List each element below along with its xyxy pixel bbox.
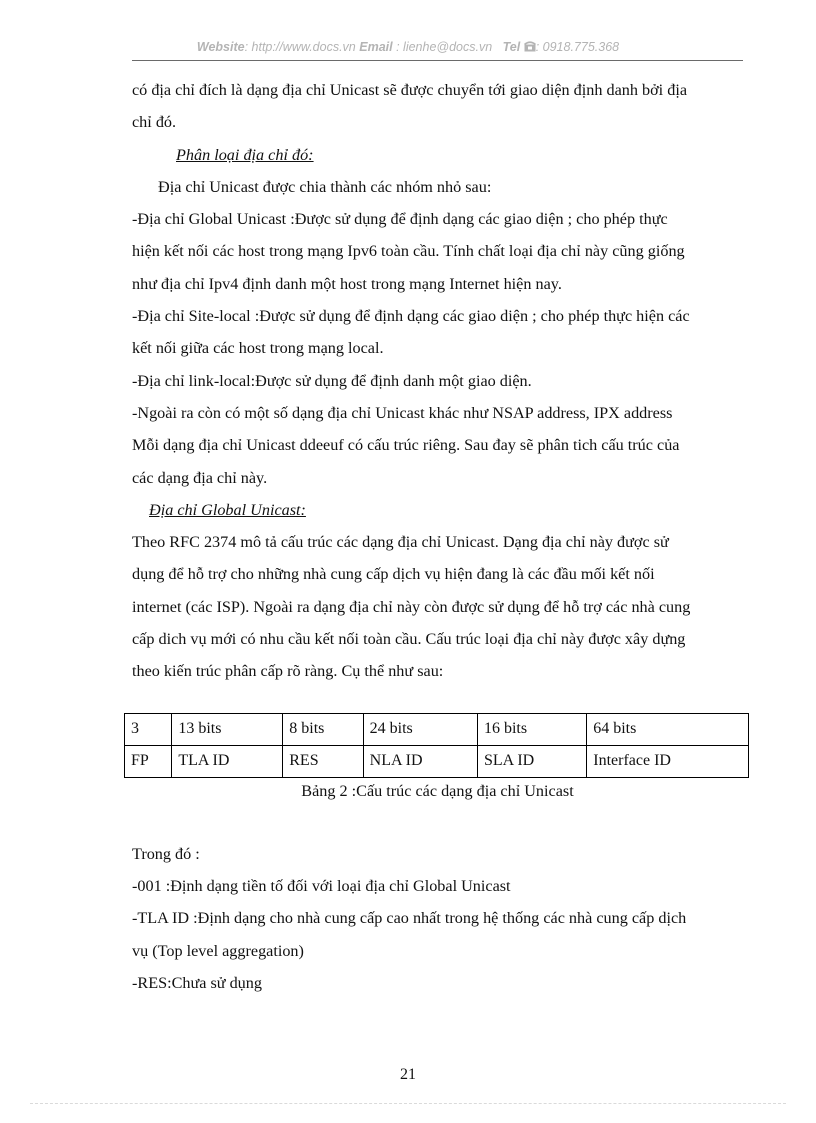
paragraph-line: Trong đó : [132,844,200,863]
table-row-sizes [125,713,749,745]
table-cell: 24 bits [363,713,477,745]
paragraph-line: cấp dich vụ mới có nhu cầu kết nối toàn cầu. Cấu trúc loại địa chỉ này được xây dựng [132,630,686,649]
table-cell: 8 bits [283,713,363,745]
paragraph-line: Mỗi dạng địa chỉ Unicast ddeeuf có cấu trúc riêng. Sau đay sẽ phân tich cấu trúc của [132,436,680,455]
address-structure-table [124,713,749,778]
paragraph-line: dụng để hỗ trợ cho những nhà cung cấp dịch vụ hiện đang là các đầu mối kết nối [132,565,655,584]
paragraph-line: như địa chỉ Ipv4 định danh một host trong mạng Internet hiện nay. [132,274,562,293]
document-body [132,74,743,999]
paragraph-line: kết nối giữa các host trong mạng local. [132,339,384,358]
paragraph-line: vụ (Top level aggregation) [132,941,304,960]
header-divider [132,60,743,61]
section-heading-address-classification: Phân loại địa chỉ đó: [176,145,314,164]
table-caption: Bảng 2 :Cấu trúc các dạng địa chỉ Unicast [301,781,574,800]
table-cell: 16 bits [477,713,586,745]
paragraph-line: -Ngoài ra còn có một số dạng địa chỉ Unicast khác như NSAP address, IPX address [132,403,673,422]
paragraph-line: theo kiến trúc phân cấp rõ ràng. Cụ thể như sau: [132,662,444,681]
table-cell: SLA ID [477,745,586,777]
email-value: : lienhe@docs.vn [396,40,493,54]
page-number: 21 [400,1066,416,1083]
website-value: : http://www.docs.vn [244,40,356,54]
paragraph-line: các dạng địa chỉ này. [132,468,268,487]
paragraph-line: -001 :Định dạng tiền tố đối với loại địa chỉ Global Unicast [132,876,511,895]
paragraph-line: -TLA ID :Định dạng cho nhà cung cấp cao nhất trong hệ thống các nhà cung cấp dịch [132,909,687,928]
tel-value: : 0918.775.368 [535,40,620,54]
table-cell: 13 bits [172,713,283,745]
table-row-fields [125,745,749,777]
table-cell: FP [125,745,172,777]
paragraph-line: Địa chỉ Unicast được chia thành các nhóm nhỏ sau: [158,177,492,196]
paragraph-line: internet (các ISP). Ngoài ra dạng địa chỉ này còn được sử dụng để hỗ trợ các nhà cung [132,597,691,616]
paragraph-line: -Địa chỉ Global Unicast :Được sử dụng để định dạng các giao diện ; cho phép thực [132,210,668,229]
tel-label: Tel [502,40,521,54]
paragraph-line: chỉ đó. [132,113,177,132]
paragraph-line: -RES:Chưa sử dụng [132,973,262,992]
paragraph-line: -Địa chỉ Site-local :Được sử dụng để định dạng các giao diện ; cho phép thực hiện các [132,307,690,326]
table-cell: 3 [125,713,172,745]
phone-icon [524,41,536,52]
table-cell: TLA ID [172,745,283,777]
table-cell: NLA ID [363,745,477,777]
email-label: Email [359,40,393,54]
footer-divider [30,1103,786,1104]
paragraph-line: Theo RFC 2374 mô tả cấu trúc các dạng địa chỉ Unicast. Dạng địa chỉ này được sử [132,533,669,552]
section-heading-global-unicast: Địa chỉ Global Unicast: [149,500,306,519]
table-cell: RES [283,745,363,777]
paragraph-line: có địa chỉ đích là dạng địa chỉ Unicast sẽ được chuyển tới giao diện định danh bởi địa [132,81,687,99]
table-cell: 64 bits [587,713,749,745]
paragraph-line: hiện kết nối các host trong mạng Ipv6 toàn cầu. Tính chất loại địa chỉ này cũng giống [132,242,685,261]
website-label: Website [196,40,245,54]
paragraph-line: -Địa chỉ link-local:Được sử dụng để định danh một giao diện. [132,371,532,390]
page-header [0,40,816,54]
table-cell: Interface ID [587,745,749,777]
